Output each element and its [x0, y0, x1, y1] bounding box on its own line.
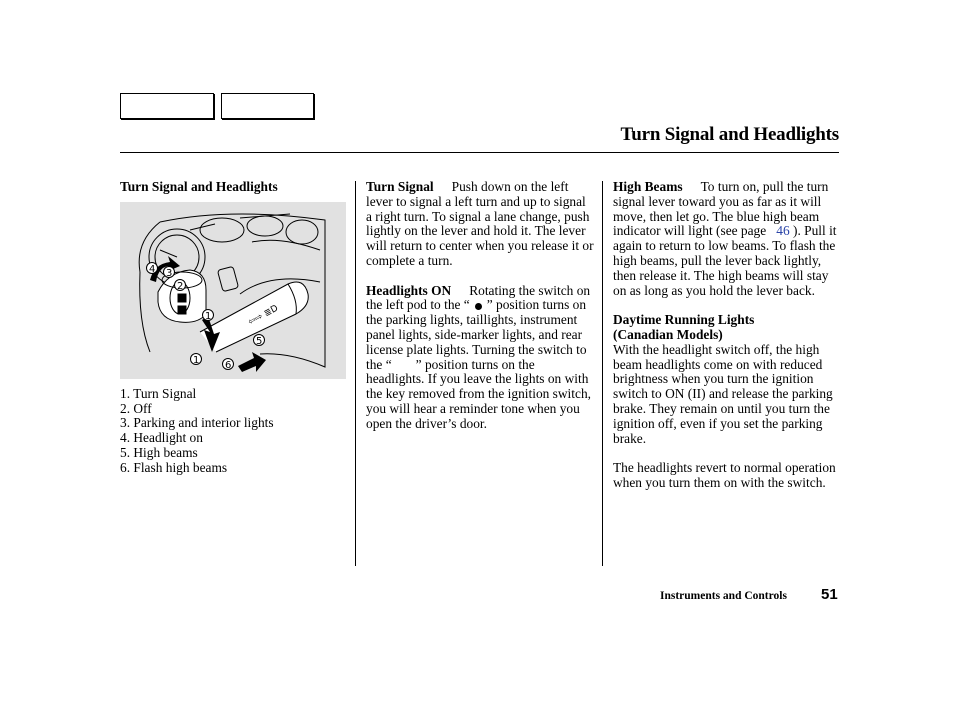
list-item: 5. High beams: [120, 444, 198, 460]
page-number: 51: [821, 586, 838, 603]
drl-text: With the headlight switch off, the high beam headlights come on with reduced brightness when you turn the ignition switch to ON (II) and release the parking brake. They remain on until you turn the ignition off, even if you set the parking brake.: [613, 341, 833, 446]
turn-signal-text: Push down on the left lever to signal a left turn and up to signal a right turn. To signal a lane change, push lightly on the lever and hold it. The lever will return to center when you release it or complete a turn.: [366, 179, 594, 268]
illustration-heading: Turn Signal and Headlights: [120, 179, 278, 194]
list-item: 4. Headlight on: [120, 430, 203, 446]
column-middle: [366, 180, 594, 446]
callout-1b: 1: [193, 354, 200, 366]
high-beams-heading: High Beams: [613, 179, 683, 194]
parking-lights-symbol-icon: [475, 303, 482, 310]
control-legend-list: [120, 387, 348, 476]
turn-signal-section: [366, 180, 594, 269]
list-item: 6. Flash high beams: [120, 459, 228, 475]
callout-5: 5: [256, 335, 263, 347]
headlights-section: [366, 284, 594, 432]
title-divider: [120, 152, 839, 153]
nav-tab-box-1[interactable]: [120, 93, 214, 119]
list-item: 1. Turn Signal: [120, 385, 197, 401]
turn-signal-heading: Turn Signal: [366, 179, 434, 194]
headlight-lever-illustration: [120, 202, 346, 379]
high-beams-text-1: To turn on, pull the turn signal lever toward you as far as it will move, then let go. The blue high beam indicator will light (see page: [613, 179, 829, 239]
page-title: Turn Signal and Headlights: [620, 124, 839, 145]
headlights-text-3: ” position turns on the headlights. If you leave the lights on with the key removed from the ignition switch, you will hear a reminder tone when you open the driver’s door.: [366, 356, 591, 431]
column-divider-2: [602, 181, 603, 566]
headlights-text-2: ” position turns on the parking lights, taillights, instrument panel lights, side-marker lights, and rear license plate lights. Turning the switch to the “: [366, 297, 587, 372]
list-item: 3. Parking and interior lights: [120, 415, 274, 431]
headlights-text-1: Rotating the switch on the left pod to the “: [366, 282, 591, 313]
headlights-heading: Headlights ON: [366, 282, 452, 298]
callout-6: 6: [225, 359, 232, 371]
high-beams-text-2: ). Pull it again to return to low beams. To flash the high beams, pull the lever back lightly, then release it. The high beams will stay on as long as you hold the lever back.: [613, 223, 837, 298]
callout-1a: 1: [205, 310, 212, 322]
svg-text:⇦⇨ ≣D: ⇦⇨ ≣D: [246, 303, 281, 328]
nav-tab-box-2[interactable]: [221, 93, 314, 119]
drl-heading: Daytime Running Lights: [613, 312, 755, 328]
drl-subheading: (Canadian Models): [613, 326, 723, 342]
revert-text: The headlights revert to normal operation when you turn them on with the switch.: [613, 460, 836, 490]
column-right: [613, 180, 841, 506]
callout-3: 3: [166, 267, 173, 279]
column-divider-1: [355, 181, 356, 566]
list-item: 2. Off: [120, 400, 152, 416]
high-beams-section: [613, 180, 841, 298]
page-ref-link[interactable]: 46: [776, 223, 790, 239]
footer-section-title: Instruments and Controls: [660, 590, 787, 602]
column-left: [120, 180, 348, 476]
lever-drawing: [120, 202, 346, 379]
callout-2: 2: [177, 280, 184, 292]
callout-4: 4: [149, 263, 156, 275]
